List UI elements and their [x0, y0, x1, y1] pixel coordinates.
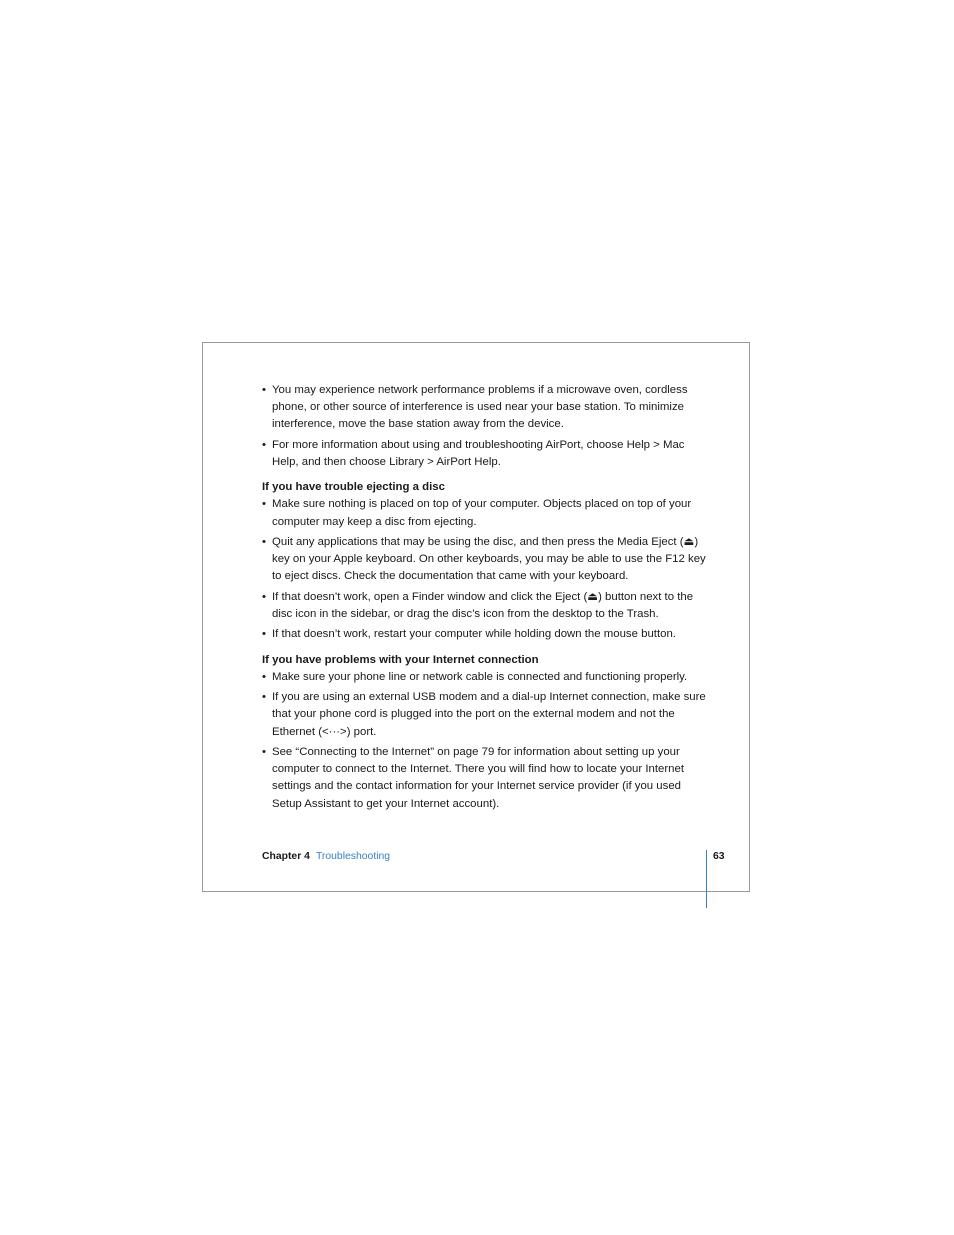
bullet-list-airport [262, 382, 712, 471]
list-item [262, 589, 712, 623]
list-item [262, 534, 712, 586]
section-heading-eject: If you have trouble ejecting a disc [262, 481, 445, 494]
page-number: 63 [713, 851, 725, 862]
bullet-mark: • [262, 670, 266, 683]
bullet-list-internet [262, 669, 712, 813]
list-item-text: For more information about using and troubleshooting AirPort, choose Help > Mac Help, and then choose Library > AirPort Help. [272, 438, 685, 468]
footer-chapter [262, 850, 390, 864]
list-item-text: You may experience network performance problems if a microwave oven, cordless phone, or other source of interference is used near your base station. To minimize interference, move the base station away from the device. [272, 384, 688, 431]
list-item [262, 437, 712, 471]
bullet-mark: • [262, 438, 266, 451]
list-item-text: Make sure nothing is placed on top of your computer. Objects placed on top of your computer may keep a disc from ejecting. [272, 498, 692, 528]
bullet-list-eject [262, 496, 712, 643]
list-item [262, 744, 712, 813]
list-item-text: If that doesn’t work, open a Finder window and click the Eject (⏏) button next to the disc icon in the sidebar, or drag the disc’s icon from the desktop to the Trash. [272, 590, 694, 620]
list-item-text: Make sure your phone line or network cable is connected and functioning properly. [272, 670, 688, 683]
bullet-mark: • [262, 628, 266, 641]
bullet-mark: • [262, 745, 266, 758]
chapter-label: Chapter 4 [262, 851, 310, 862]
bullet-mark: • [262, 536, 266, 548]
bullet-mark: • [262, 498, 266, 511]
list-item [262, 669, 712, 686]
list-item [262, 626, 712, 643]
list-item-text: If that doesn’t work, restart your computer while holding down the mouse button. [272, 628, 676, 641]
list-item [262, 382, 712, 434]
list-item-text: If you are using an external USB modem and a dial-up Internet connection, make sure that your phone cord is plugged into the port on the external modem and not the Ethernet (<···>) port. [272, 691, 706, 738]
page-content [262, 382, 712, 816]
bullet-mark: • [262, 384, 266, 396]
section-heading-internet: If you have problems with your Internet connection [262, 653, 539, 666]
list-item [262, 689, 712, 741]
list-item-text: Quit any applications that may be using the disc, and then press the Media Eject (⏏) key on your Apple keyboard. On other keyboards, you may be able to use the F12 key to eject discs. Check the documentation that came with your keyboard. [272, 536, 706, 583]
list-item-text: See “Connecting to the Internet” on page 79 for information about setting up your computer to connect to the Internet. There you will find how to locate your Internet settings and the contact information for your Internet service provider (if you used Setup Assistant to get your Internet account). [272, 745, 684, 810]
bullet-mark: • [262, 691, 266, 704]
list-item [262, 496, 712, 530]
page-number-rule [706, 850, 707, 908]
bullet-mark: • [262, 590, 266, 603]
chapter-title: Troubleshooting [315, 851, 391, 862]
